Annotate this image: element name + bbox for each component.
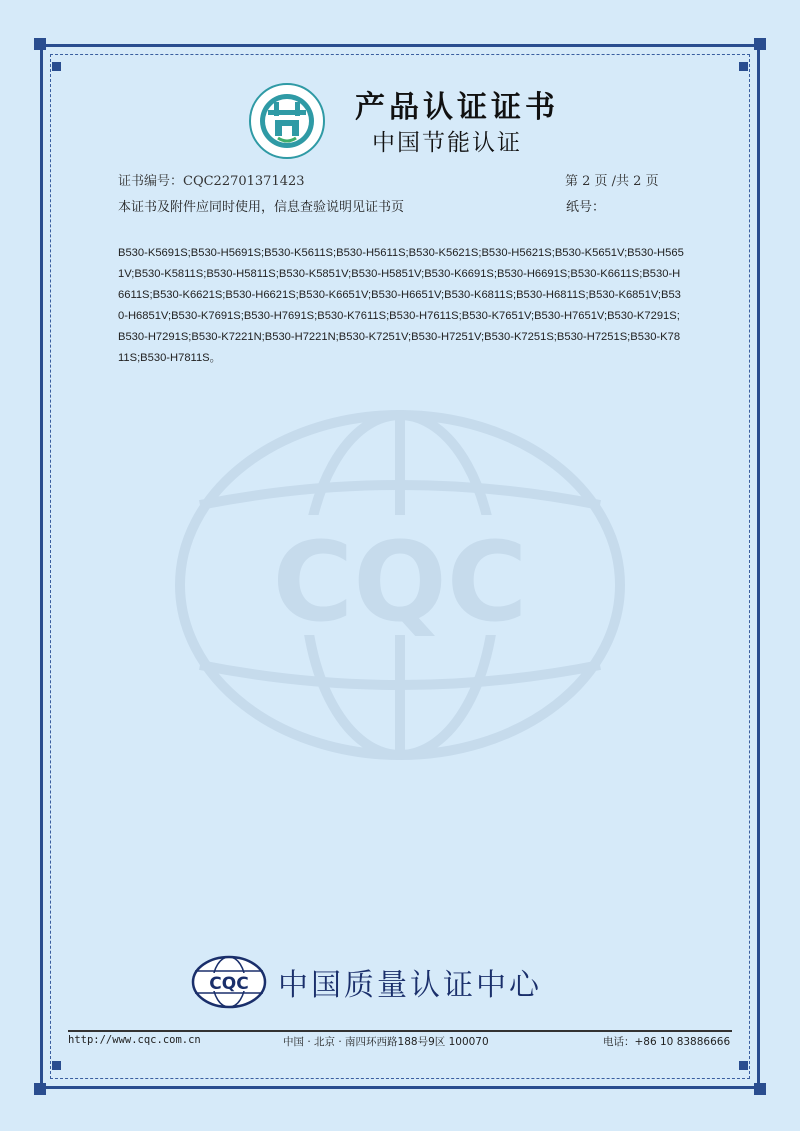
certificate-number: 证书编号：CQC22701371423 xyxy=(118,174,305,189)
corner-square xyxy=(52,62,61,71)
paper-number-label: 纸号： xyxy=(566,200,606,215)
svg-text:CQC: CQC xyxy=(209,974,249,994)
address-text: 中国 · 北京 · 南四环西路188号9区 100070 xyxy=(283,1036,489,1048)
page-subtitle: 中国节能认证 xyxy=(372,130,522,156)
corner-square xyxy=(739,1061,748,1070)
model-list: B530-K5691S;B530-H5691S;B530-K5611S;B530-H5611S;B530-K5621S;B530-H5621S;B530-K5651V;B530-H5651V;B530-K5811S;B530-H5811S;B530-K5851V;B530-H5851V;B530-K6691S;B530-H6691S;B530-K6611S;B530-H6611S;B530-K6621S;B530-H6621S;B530-K6651V;B530-H6651V;B530-K6811S;B530-H6811S;B530-K6851V;B530-H6851V;B530-K7691S;B530-H7691S;B530-K7611S;B530-H7611S;B530-K7651V;B530-H7651V;B530-K7291S;B530-H7291S;B530-K7221N;B530-H7221N;B530-K7251V;B530-H7251V;B530-K7251S;B530-H7251S;B530-K7811S;B530-H7811S。 xyxy=(118,247,684,364)
corner-square xyxy=(739,62,748,71)
organization-name: 中国质量认证中心 xyxy=(278,968,542,1003)
page-title: 产品认证证书 xyxy=(355,90,559,125)
phone-text: 电话：+86 10 83886666 xyxy=(603,1036,731,1048)
footer-divider xyxy=(68,1030,732,1032)
website-link[interactable]: http://www.cqc.com.cn xyxy=(68,1034,201,1046)
corner-square xyxy=(34,1083,46,1095)
energy-conservation-logo xyxy=(248,82,326,160)
cqc-logo xyxy=(191,955,267,1009)
corner-square xyxy=(754,38,766,50)
svg-text:CQC: CQC xyxy=(272,518,528,646)
page-info: 第 2 页 /共 2 页 xyxy=(565,174,659,189)
corner-square xyxy=(34,38,46,50)
usage-note: 本证书及附件应同时使用，信息查验说明见证书页 xyxy=(118,200,405,215)
corner-square xyxy=(52,1061,61,1070)
corner-square xyxy=(754,1083,766,1095)
cqc-watermark xyxy=(170,405,630,765)
